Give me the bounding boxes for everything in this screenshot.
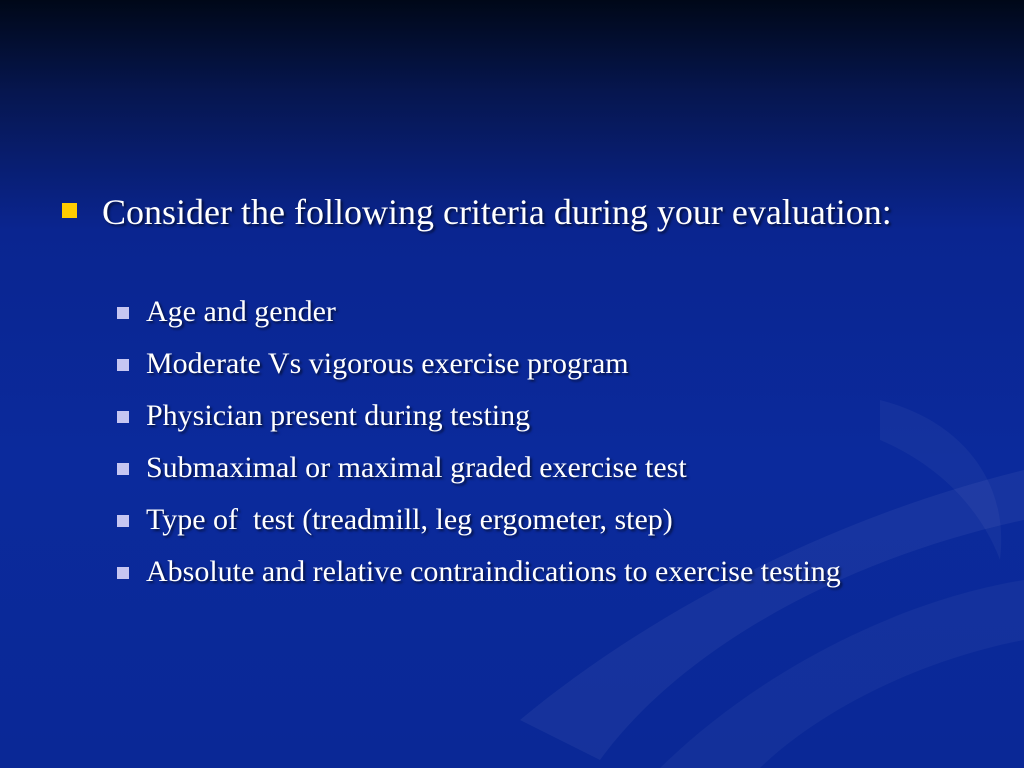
sub-bullet-text: Age and gender: [146, 295, 336, 328]
sub-bullet: [117, 500, 957, 540]
sub-bullet-list: [117, 292, 957, 604]
sub-bullet-text: Moderate Vs vigorous exercise program: [146, 347, 629, 380]
sub-bullet: [117, 448, 957, 488]
square-bullet-icon: [62, 203, 77, 218]
sub-bullet: [117, 344, 957, 384]
square-bullet-icon: [117, 515, 129, 527]
square-bullet-icon: [117, 307, 129, 319]
sub-bullet: [117, 552, 957, 592]
sub-bullet-text: Type of test (treadmill, leg ergometer, step): [146, 503, 673, 536]
square-bullet-icon: [117, 567, 129, 579]
square-bullet-icon: [117, 463, 129, 475]
sub-bullet: [117, 396, 957, 436]
main-bullet-text: Consider the following criteria during your evaluation:: [102, 192, 892, 232]
square-bullet-icon: [117, 359, 129, 371]
sub-bullet-text: Physician present during testing: [146, 399, 531, 432]
main-bullet: [62, 190, 942, 234]
sub-bullet-text: Absolute and relative contraindications to exercise testing: [146, 555, 841, 588]
sub-bullet-text: Submaximal or maximal graded exercise test: [146, 451, 687, 484]
sub-bullet: [117, 292, 957, 332]
square-bullet-icon: [117, 411, 129, 423]
